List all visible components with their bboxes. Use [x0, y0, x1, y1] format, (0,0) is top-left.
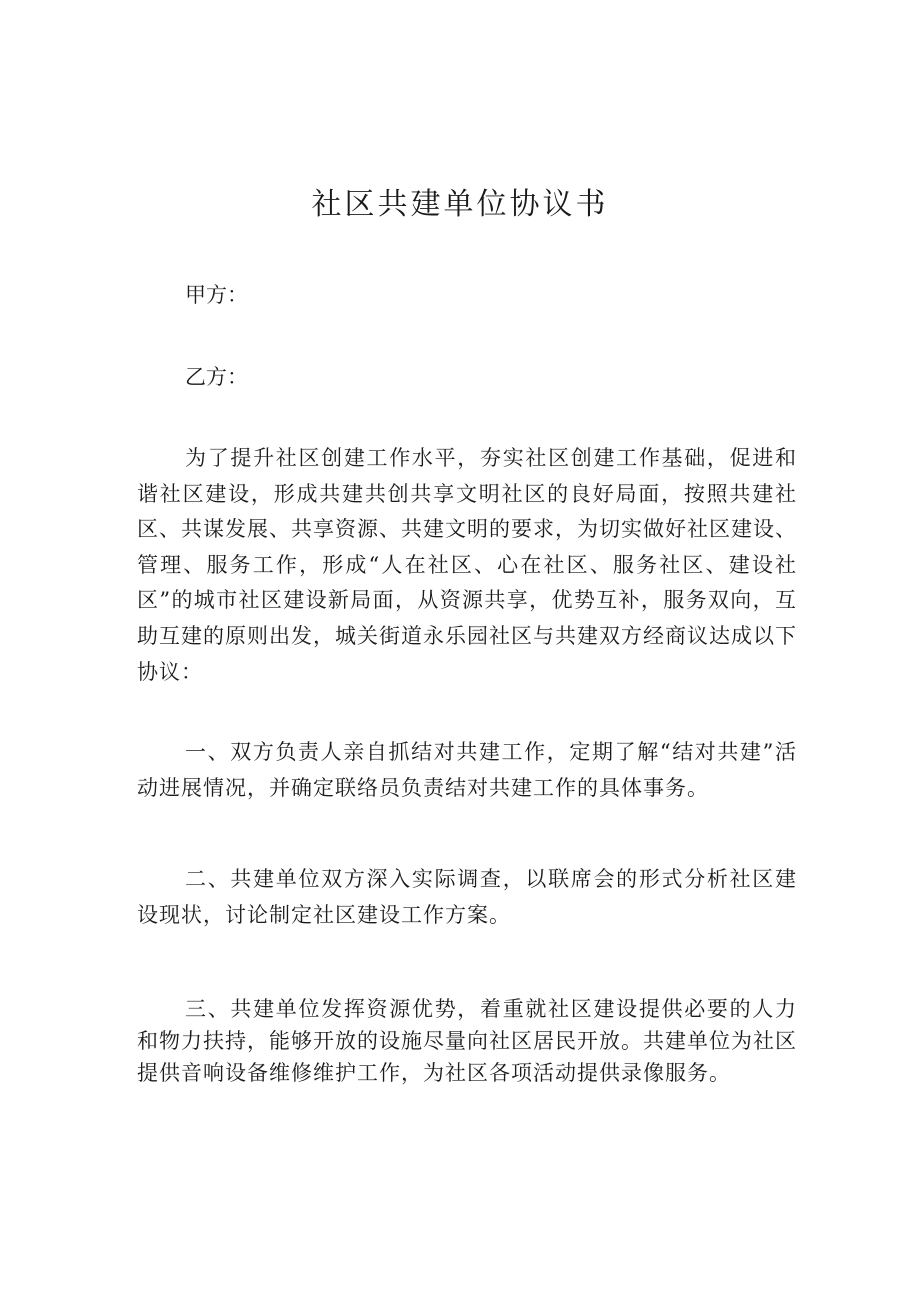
party-a-label: 甲方：: [185, 283, 248, 307]
clause-3-paragraph: 三、共建单位发挥资源优势，着重就社区建设提供必要的人力和物力扶持，能够开放的设施尽量向社区居民开放。共建单位为社区提供音响设备维修维护工作，为社区各项活动提供录像服务。: [137, 997, 797, 1085]
document-title: 社区共建单位协议书: [311, 187, 609, 222]
clause-1-paragraph: 一、双方负责人亲自抓结对共建工作，定期了解“结对共建”活动进展情况，并确定联络员负责结对共建工作的具体事务。: [137, 740, 797, 800]
intro-paragraph: 为了提升社区创建工作水平，夯实社区创建工作基础，促进和谐社区建设，形成共建共创共享文明社区的良好局面，按照共建社区、共谋发展、共享资源、共建文明的要求，为切实做好社区建设、管理、服务工作，形成“人在社区、心在社区、服务社区、建设社区”的城市社区建设新局面，从资源共享，优势互补，服务双向，互助互建的原则出发，城关街道永乐园社区与共建双方经商议达成以下协议：: [137, 446, 797, 684]
party-b-label: 乙方：: [185, 365, 248, 389]
clause-2-paragraph: 二、共建单位双方深入实际调查，以联席会的形式分析社区建设现状，讨论制定社区建设工作方案。: [137, 867, 797, 927]
